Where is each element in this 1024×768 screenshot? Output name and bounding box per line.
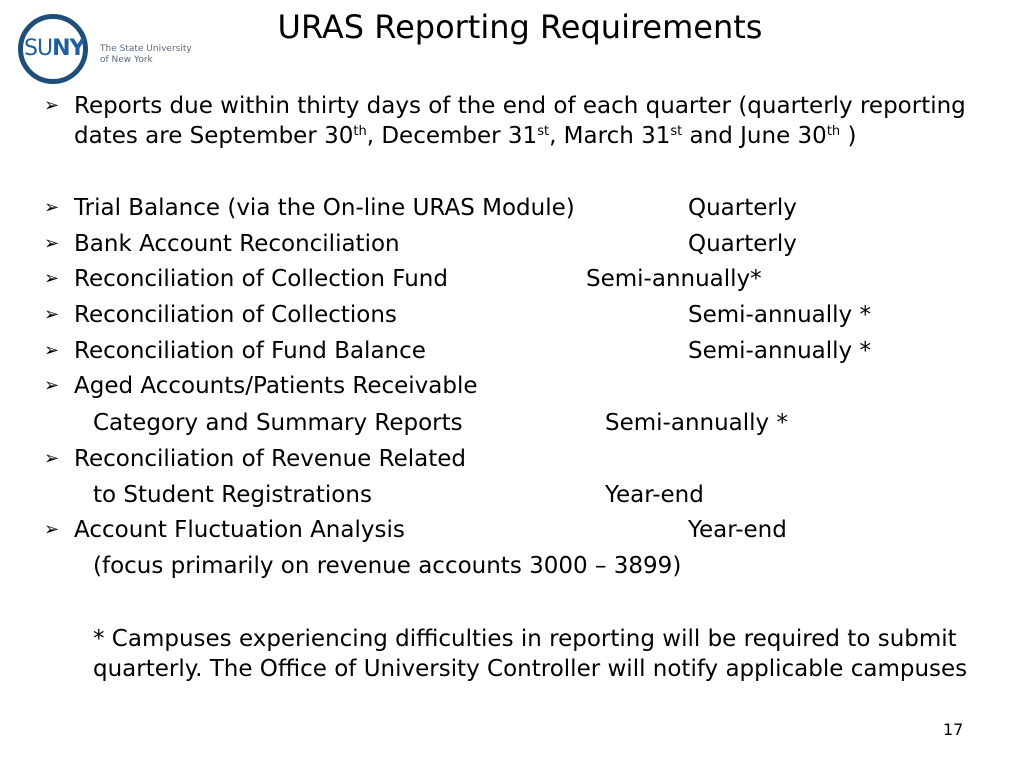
item-label-fluctuation-analysis: Account Fluctuation Analysis <box>74 517 405 543</box>
item-sublabel-aged-accounts: Category and Summary Reports <box>93 410 463 436</box>
arrow-bullet-icon: ➢ <box>44 233 60 254</box>
intro-line-2: dates are September 30th, December 31st, March 31st and June 30th ) <box>74 123 857 149</box>
item-label-revenue-related: Reconciliation of Revenue Related <box>74 446 466 472</box>
logo-tagline-line1: The State University <box>100 44 192 54</box>
intro-line-1: Reports due within thirty days of the end of each quarter (quarterly reporting <box>74 93 966 119</box>
suny-logo <box>18 14 208 96</box>
item-frequency-aged-accounts: Semi-annually * <box>605 410 788 436</box>
arrow-bullet-icon: ➢ <box>44 197 60 218</box>
arrow-bullet-icon: ➢ <box>44 375 60 396</box>
item-frequency-collections: Semi-annually * <box>688 302 871 328</box>
logo-tagline <box>100 44 192 66</box>
item-frequency-bank-reconciliation: Quarterly <box>688 231 797 257</box>
item-label-bank-reconciliation: Bank Account Reconciliation <box>74 231 400 257</box>
item-frequency-fund-balance: Semi-annually * <box>688 338 871 364</box>
arrow-bullet-icon: ➢ <box>44 340 60 361</box>
item-frequency-trial-balance: Quarterly <box>688 195 797 221</box>
item-frequency-fluctuation-analysis: Year-end <box>688 517 787 543</box>
arrow-bullet-icon: ➢ <box>44 519 60 540</box>
item-label-trial-balance: Trial Balance (via the On-line URAS Module) <box>74 195 575 221</box>
item-sublabel-revenue-related: to Student Registrations <box>93 482 372 508</box>
item-note-fluctuation-analysis: (focus primarily on revenue accounts 3000 – 3899) <box>93 553 682 579</box>
arrow-bullet-icon: ➢ <box>44 304 60 325</box>
logo-tagline-line2: of New York <box>100 55 153 65</box>
slide-title: URAS Reporting Requirements <box>277 8 763 46</box>
item-frequency-collection-fund: Semi-annually* <box>586 266 762 292</box>
arrow-bullet-icon: ➢ <box>44 448 60 469</box>
footnote-line-1: * Campuses experiencing difficulties in reporting will be required to submit <box>93 626 957 652</box>
page-number: 17 <box>943 720 964 739</box>
arrow-bullet-icon: ➢ <box>44 268 60 289</box>
item-label-fund-balance: Reconciliation of Fund Balance <box>74 338 426 364</box>
logo-mark: SUNY <box>24 36 85 61</box>
footnote-line-2: quarterly. The Office of University Controller will notify applicable campuses <box>93 656 968 682</box>
item-label-aged-accounts: Aged Accounts/Patients Receivable <box>74 373 478 399</box>
item-label-collection-fund: Reconciliation of Collection Fund <box>74 266 448 292</box>
item-frequency-revenue-related: Year-end <box>605 482 704 508</box>
arrow-bullet-icon: ➢ <box>44 95 60 116</box>
item-label-collections: Reconciliation of Collections <box>74 302 397 328</box>
